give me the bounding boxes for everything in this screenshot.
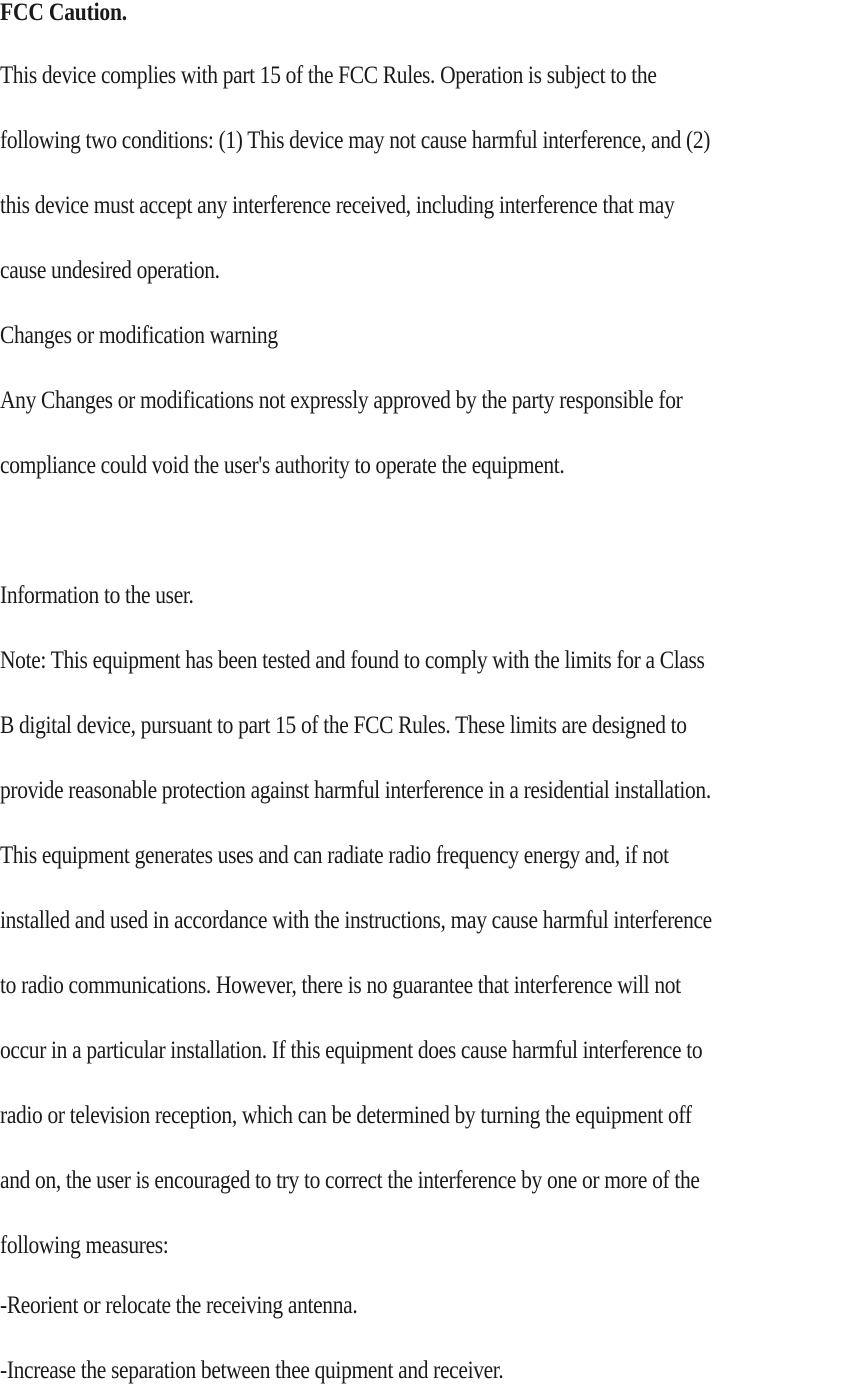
section-heading: Information to the user.: [0, 582, 194, 609]
text-line: radio or television reception, which can be determined by turning the equipment off: [0, 1102, 692, 1129]
text-line: compliance could void the user's authority to operate the equipment.: [0, 452, 565, 479]
list-item: -Reorient or relocate the receiving antenna.: [0, 1292, 358, 1319]
text-line: occur in a particular installation. If this equipment does cause harmful interference to: [0, 1037, 703, 1064]
text-line: provide reasonable protection against harmful interference in a residential installation.: [0, 777, 711, 804]
text-line: and on, the user is encouraged to try to correct the interference by one or more of the: [0, 1167, 700, 1194]
text-line: cause undesired operation.: [0, 257, 220, 284]
text-line: Note: This equipment has been tested and found to comply with the limits for a Class: [0, 647, 705, 674]
list-item: -Increase the separation between thee quipment and receiver.: [0, 1357, 504, 1384]
document-title: FCC Caution.: [0, 0, 127, 26]
text-line: Any Changes or modifications not expressly approved by the party responsible for: [0, 387, 683, 414]
text-line: to radio communications. However, there is no guarantee that interference will not: [0, 972, 681, 999]
text-line: following measures:: [0, 1232, 169, 1259]
text-line: following two conditions: (1) This device may not cause harmful interference, and (2): [0, 127, 711, 154]
text-line: B digital device, pursuant to part 15 of the FCC Rules. These limits are designed to: [0, 712, 687, 739]
text-line: this device must accept any interference received, including interference that may: [0, 192, 675, 219]
text-line: This device complies with part 15 of the FCC Rules. Operation is subject to the: [0, 62, 657, 89]
text-line: This equipment generates uses and can radiate radio frequency energy and, if not: [0, 842, 669, 869]
section-heading: Changes or modification warning: [0, 322, 278, 349]
text-line: installed and used in accordance with the instructions, may cause harmful interference: [0, 907, 712, 934]
